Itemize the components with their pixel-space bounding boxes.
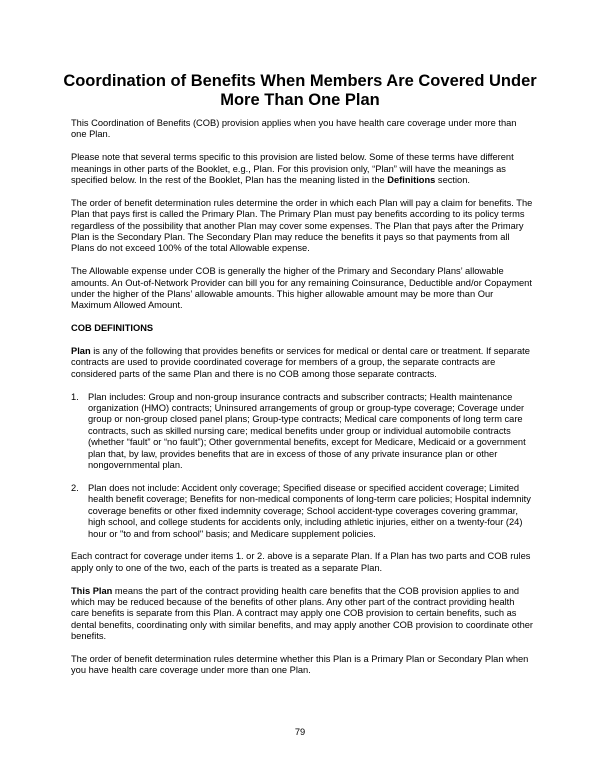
page-title: Coordination of Benefits When Members Are Covered Under More Than One Plan bbox=[63, 72, 537, 109]
each-contract-paragraph: Each contract for coverage under items 1. or 2. above is a separate Plan. If a Plan has two parts and COB rules apply only to one of the two, each of the parts is treated as a separate Plan. bbox=[71, 551, 531, 573]
closing-paragraph: The order of benefit determination rules determine whether this Plan is a Primary Plan or Secondary Plan when you have health care coverage under more than one Plan. bbox=[71, 653, 529, 676]
this-plan-paragraph bbox=[71, 586, 534, 643]
cob-definitions-heading: COB DEFINITIONS bbox=[71, 323, 154, 334]
note-text-after: section. bbox=[435, 175, 470, 186]
list-item-number: 2. bbox=[71, 482, 79, 493]
allowable-expense-paragraph: The Allowable expense under COB is generally the higher of the Primary and Secondary Plans’ allowable amounts. An Out-of-Network Provider can bill you for any remaining Coinsurance, Deductible and/or Copayment under the higher of the Plans’ allowable amounts. This higher allowable amount may be more than Our Maximum Allowed Amount. bbox=[71, 266, 532, 311]
plan-term: Plan bbox=[71, 346, 91, 357]
definitions-reference: Definitions bbox=[387, 175, 436, 186]
plan-definition-paragraph bbox=[71, 346, 534, 380]
this-plan-text: means the part of the contract providing health care benefits that the COB provision applies to and which may be reduced because of the benefits of other plans. Any other part of the contract providing health care benefits is separate from this Plan. A contract may apply one COB provision to certain benefits, such as dental benefits, coordinating only with similar benefits, and may apply another COB provision to coordinate other benefits. bbox=[71, 585, 534, 642]
list-item-number: 1. bbox=[71, 391, 79, 402]
list-item-text: Plan includes: Group and non-group insurance contracts and subscriber contracts; Health maintenance organization (HMO) contracts; Uninsured arrangements of group or group-type coverage; Coverage under group or non-group closed panel plans; Group-type contracts; Medical care components of long term care contracts, such as skilled nursing care; medical benefits under group or individual automobile contracts (whether “fault” or “no fault”); Other governmental benefits, except for Medicare, Medicaid or a government plan that, by law, provides benefits that are in excess of those of any private insurance plan or other nongovernmental plan. bbox=[88, 391, 526, 471]
list-item bbox=[71, 392, 534, 472]
document-body bbox=[71, 118, 534, 688]
page-number: 79 bbox=[294, 727, 306, 737]
note-text-before: Please note that several terms specific to this provision are listed below. Some of these terms have different meanings in other parts of the Booklet, e.g., Plan. For this provision only, “Plan” will have the meanings as specified below. In the rest of the Booklet, Plan has the meaning listed in the bbox=[71, 152, 514, 186]
this-plan-term: This Plan bbox=[71, 585, 113, 596]
note-paragraph bbox=[71, 152, 534, 186]
plan-definition-text: is any of the following that provides benefits or services for medical or dental care or treatment. If separate contracts are used to provide coordinated coverage for members of a group, the separate contracts are considered parts of the same Plan and there is no COB among those separate contracts. bbox=[71, 346, 530, 379]
intro-paragraph: This Coordination of Benefits (COB) provision applies when you have health care coverage under more than one Plan. bbox=[71, 118, 517, 140]
list-item-text: Plan does not include: Accident only coverage; Specified disease or specified accident coverage; Limited health benefit coverage; Benefits for non-medical components of long-term care policies; Hospital indemnity coverage benefits or other fixed indemnity coverage; School accident-type coverages covering grammar, high school, and college students for accidents only, including athletic injuries, either on a twenty-four (24) hour or "to and from school" basis; and Medicare supplement policies. bbox=[88, 482, 531, 539]
order-paragraph: The order of benefit determination rules determine the order in which each Plan will pay a claim for benefits. The Plan that pays first is called the Primary Plan. The Primary Plan must pay benefits according to its policy terms regardless of the possibility that another Plan may cover some expenses. The Plan that pays after the Primary Plan is the Secondary Plan. The Secondary Plan may reduce the benefits it pays so that payments from all Plans do not exceed 100% of the total Allowable expense. bbox=[71, 197, 533, 254]
list-item bbox=[71, 483, 534, 540]
